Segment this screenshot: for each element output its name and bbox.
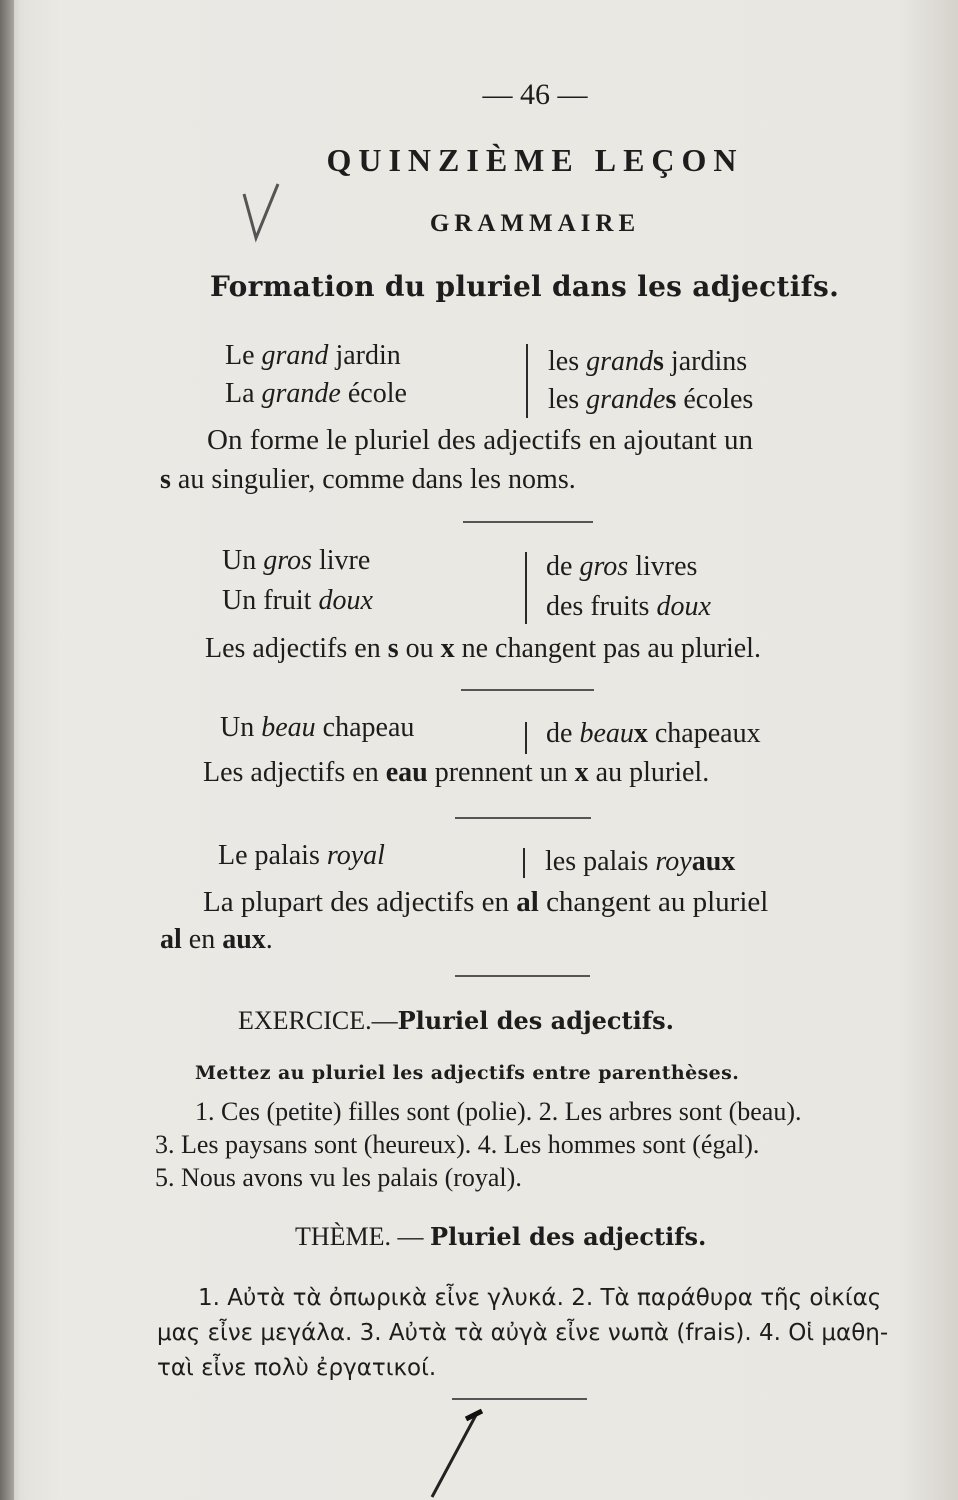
example-plural-5: de beaux chapeaux	[546, 718, 761, 749]
theme-line-1: 1. Αὐτὰ τὰ ὀπωρικὰ εἶνε γλυκά. 2. Τὰ παράθυρα τῆς οἰκίας	[198, 1285, 882, 1311]
separator-rule	[463, 521, 593, 523]
example-singular-5: Un beau chapeau	[220, 712, 415, 743]
rule-text-1: On forme le pluriel des adjectifs en ajoutant un	[207, 424, 753, 456]
theme-line-2: μας εἶνε μεγάλα. 3. Αὐτὰ τὰ αὐγὰ εἶνε νωπὰ (frais). 4. Οἱ μαθη-	[157, 1320, 889, 1346]
column-divider	[526, 344, 528, 418]
rule-title: Formation du pluriel dans les adjectifs.	[210, 270, 840, 303]
example-plural-6: les palais royaux	[545, 846, 736, 877]
column-divider	[523, 848, 525, 878]
rule-text-3: Les adjectifs en eau prennent un x au pluriel.	[203, 757, 710, 788]
pencil-stroke-icon	[420, 1405, 500, 1500]
exercise-instruction: Mettez au pluriel les adjectifs entre parenthèses.	[195, 1062, 740, 1084]
rule-text-1-cont: s au singulier, comme dans les noms.	[160, 464, 576, 495]
page-number: — 46 —	[482, 78, 588, 111]
theme-heading: THÈME. — Pluriel des adjectifs.	[295, 1222, 707, 1251]
example-singular-1: Le grand jardin	[225, 340, 401, 371]
example-plural-4: des fruits doux	[546, 591, 711, 622]
example-plural-3: de gros livres	[546, 551, 698, 582]
separator-rule	[455, 975, 590, 977]
exercise-line-1: 1. Ces (petite) filles sont (polie). 2. Les arbres sont (beau).	[195, 1097, 802, 1126]
example-plural-1: les grands jardins	[548, 346, 748, 377]
exercise-heading: EXERCICE.—Pluriel des adjectifs.	[238, 1006, 674, 1035]
column-divider	[525, 722, 527, 754]
exercise-line-3: 5. Nous avons vu les palais (royal).	[155, 1163, 522, 1192]
example-singular-3: Un gros livre	[222, 545, 371, 576]
lesson-title: QUINZIÈME LEÇON	[326, 142, 744, 178]
rule-text-4-cont: al en aux.	[160, 924, 273, 955]
rule-text-2: Les adjectifs en s ou x ne changent pas au pluriel.	[205, 633, 761, 664]
example-singular-2: La grande école	[225, 378, 407, 409]
separator-rule	[455, 817, 591, 819]
column-divider	[525, 552, 527, 624]
exercise-line-2: 3. Les paysans sont (heureux). 4. Les hommes sont (égal).	[155, 1130, 760, 1159]
example-plural-2: les grandes écoles	[548, 384, 754, 415]
separator-rule	[461, 689, 594, 691]
example-singular-4: Un fruit doux	[222, 585, 373, 616]
example-singular-6: Le palais royal	[218, 840, 385, 871]
separator-rule	[452, 1398, 587, 1400]
section-title: GRAMMAIRE	[429, 210, 641, 237]
theme-line-3: ταὶ εἶνε πολὺ ἐργατικοί.	[157, 1355, 437, 1381]
rule-text-4: La plupart des adjectifs en al changent au pluriel	[203, 886, 769, 918]
